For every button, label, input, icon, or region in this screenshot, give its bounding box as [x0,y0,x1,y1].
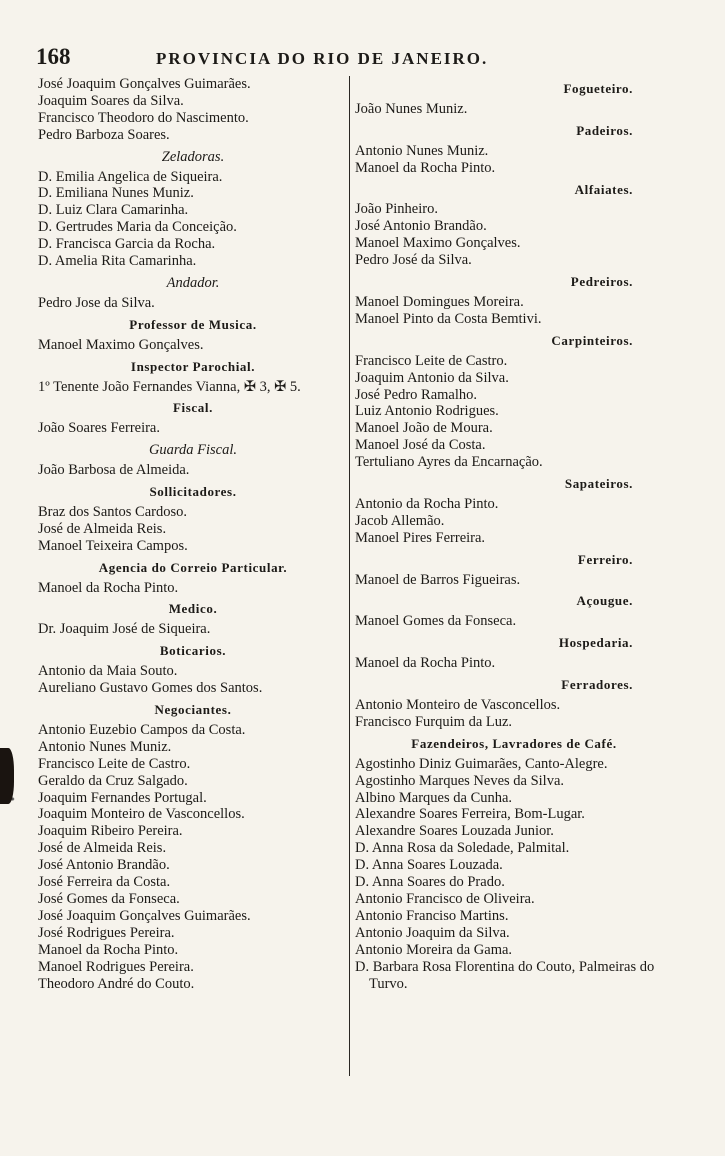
list-item: José Rodrigues Pereira. [38,924,175,941]
list-item: Francisco Leite de Castro. [38,755,191,772]
list-item: Agostinho Diniz Guimarães, Canto-Alegre. [355,755,608,772]
list-item: José Antonio Brandão. [355,218,487,235]
list-item: Antonio Monteiro de Vasconcellos. [355,697,561,713]
list-item: Manoel Domingues Moreira. [355,293,524,310]
list-item: Antonio Francisco de Oliveira. [355,890,535,907]
list-item: José de Almeida Reis. [38,520,167,537]
section [355,182,673,270]
section [38,149,348,270]
list-item: Joaquim Monteiro de Vasconcellos. [38,806,245,823]
list-item: Manoel Maximo Gonçalves. [355,235,521,252]
list-item: Antonio Joaquim da Silva. [355,924,510,941]
page-title: PROVINCIA DO RIO DE JANEIRO. [156,49,489,68]
list-item: Antonio Nunes Muniz. [38,738,172,755]
section [355,635,673,672]
list-item: Tertuliano Ayres da Encarnação. [355,454,543,471]
section-heading: Sollicitadores. [149,484,237,500]
list-item: Manoel Maximo Gonçalves. [38,336,204,353]
list-item: Joaquim Fernandes Portugal. [38,789,207,806]
section [355,123,673,177]
section-heading: Negociantes. [154,702,232,717]
section-heading: Alfaiates. [574,181,633,197]
section [38,317,348,354]
list-item: D. Anna Soares Louzada. [355,857,503,874]
list-item: João Nunes Muniz. [355,100,468,117]
list-item: D. Gertrudes Maria da Conceição. [38,219,237,236]
list-item: 1º Tenente João Fernandes Vianna, ✠ 3, ✠ 5. [38,378,301,395]
list-item: Aureliano Gustavo Gomes dos Santos. [38,680,263,697]
list-item: Antonio da Maia Souto. [38,663,178,680]
left-column [38,76,348,995]
section-heading: Andador. [166,274,220,291]
list-item: D. Anna Rosa da Soledade, Palmital. [355,840,570,857]
list-item: Antonio Euzebio Campos da Costa. [38,721,246,738]
section [355,333,673,471]
list-item: João Barbosa de Almeida. [38,462,190,479]
section-heading: Inspector Parochial. [130,358,256,374]
list-item: Francisco Theodoro do Nascimento. [38,109,249,126]
list-item: Antonio Nunes Muniz. [355,142,489,159]
section [355,552,673,589]
ink-blot [0,748,14,804]
list-item: Theodoro André do Couto. [38,975,195,992]
list-item: Antonio Moreira da Gama. [355,941,513,958]
section-heading: Fogueteiro. [563,81,633,96]
section [38,442,348,479]
section [355,593,673,630]
section [355,677,673,731]
section [38,560,348,597]
list-item: Manoel Pires Ferreira. [355,529,486,546]
list-item: Alexandre Soares Louzada Junior. [355,823,554,840]
list-item: José Joaquim Gonçalves Guimarães. [38,907,251,924]
list-item: José Antonio Brandão. [38,857,170,874]
list-item: Pedro Barboza Soares. [38,126,170,143]
list-item: Manoel Gomes da Fonseca. [355,613,517,630]
list-item: Francisco Leite de Castro. [355,352,508,369]
section-heading: Carpinteiros. [551,332,633,348]
list-item: Manoel da Rocha Pinto. [38,579,179,596]
list-item: Pedro Jose da Silva. [38,294,155,311]
section [38,643,348,697]
list-item: Manoel Pinto da Costa Bemtivi. [355,310,542,327]
list-item: Alexandre Soares Ferreira, Bom-Lugar. [355,806,585,823]
list-item: Manoel de Barros Figueiras. [355,571,521,588]
list-item: José Ferreira da Costa. [38,874,171,891]
section [38,275,348,312]
list-item: D. Luiz Clara Camarinha. [38,202,189,219]
section-heading: Agencia do Correio Particular. [98,559,288,575]
section-heading: Zeladoras. [161,148,225,165]
list-item: D. Barbara Rosa Florentina do Couto, Palmeiras do Turvo. [355,958,655,992]
page-number: 168 [36,44,71,69]
list-item: José de Almeida Reis. [38,840,167,857]
list-item: D. Anna Soares do Prado. [355,874,505,891]
right-column [355,76,673,995]
list-item: José Pedro Ramalho. [355,386,478,403]
list-item: Manoel Teixeira Campos. [38,537,188,554]
page-header [36,44,696,70]
section-heading: Medico. [168,601,218,617]
list-item: D. Emilia Angelica de Siqueira. [38,168,223,185]
list-item: Luiz Antonio Rodrigues. [355,403,499,420]
section-heading: Açougue. [576,593,633,609]
section-heading: Ferreiro. [577,551,633,567]
list-item: Manoel Rodrigues Pereira. [38,958,194,975]
section-heading: Pedreiros. [570,274,633,290]
section [38,702,348,992]
list-item: Joaquim Soares da Silva. [38,92,184,109]
section [38,601,348,638]
section-heading: Professor de Musica. [129,316,257,332]
section [38,400,348,437]
list-item: Geraldo da Cruz Salgado. [38,772,188,789]
list-item: Agostinho Marques Neves da Silva. [355,772,565,789]
list-item: Manoel José da Costa. [355,437,486,454]
list-item: José Joaquim Gonçalves Guimarães. [38,76,251,92]
list-item: Manoel da Rocha Pinto. [355,159,496,176]
list-item: João Soares Ferreira. [38,420,160,437]
list-item: Francisco Furquim da Luz. [355,713,513,730]
section [38,76,348,144]
section [355,274,673,328]
list-item: D. Amelia Rita Camarinha. [38,253,197,270]
list-item: José Gomes da Fonseca. [38,890,180,907]
list-item: Jacob Allemão. [355,512,445,529]
section-heading: Hospedaria. [558,635,633,651]
list-item: Albino Marques da Cunha. [355,789,513,806]
section-heading: Fiscal. [173,400,213,416]
section-heading: Padeiros. [576,122,633,138]
section-heading: Ferradores. [561,677,633,693]
column-divider [349,76,350,1076]
list-item: Antonio Franciso Martins. [355,907,509,924]
list-item: D. Francisca Garcia da Rocha. [38,236,216,253]
list-item: Dr. Joaquim José de Siqueira. [38,621,211,638]
list-item: Joaquim Ribeiro Pereira. [38,823,183,840]
section-heading: Fazendeiros, Lavradores de Café. [411,735,617,751]
list-item: João Pinheiro. [355,201,438,218]
list-item: Manoel da Rocha Pinto. [38,941,179,958]
section [355,81,673,118]
list-item: Manoel da Rocha Pinto. [355,655,496,672]
list-item: Pedro José da Silva. [355,252,472,269]
section-heading: Boticarios. [159,643,227,659]
section [355,736,673,993]
list-item: Antonio da Rocha Pinto. [355,495,499,512]
section [355,476,673,547]
list-item: D. Emiliana Nunes Muniz. [38,185,194,202]
list-item: Manoel João de Moura. [355,420,493,437]
list-item: Joaquim Antonio da Silva. [355,369,509,386]
section [38,359,348,396]
list-item: Braz dos Santos Cardoso. [38,503,188,520]
section [38,484,348,555]
section-heading: Guarda Fiscal. [148,442,238,459]
section-heading: Sapateiros. [564,476,633,492]
